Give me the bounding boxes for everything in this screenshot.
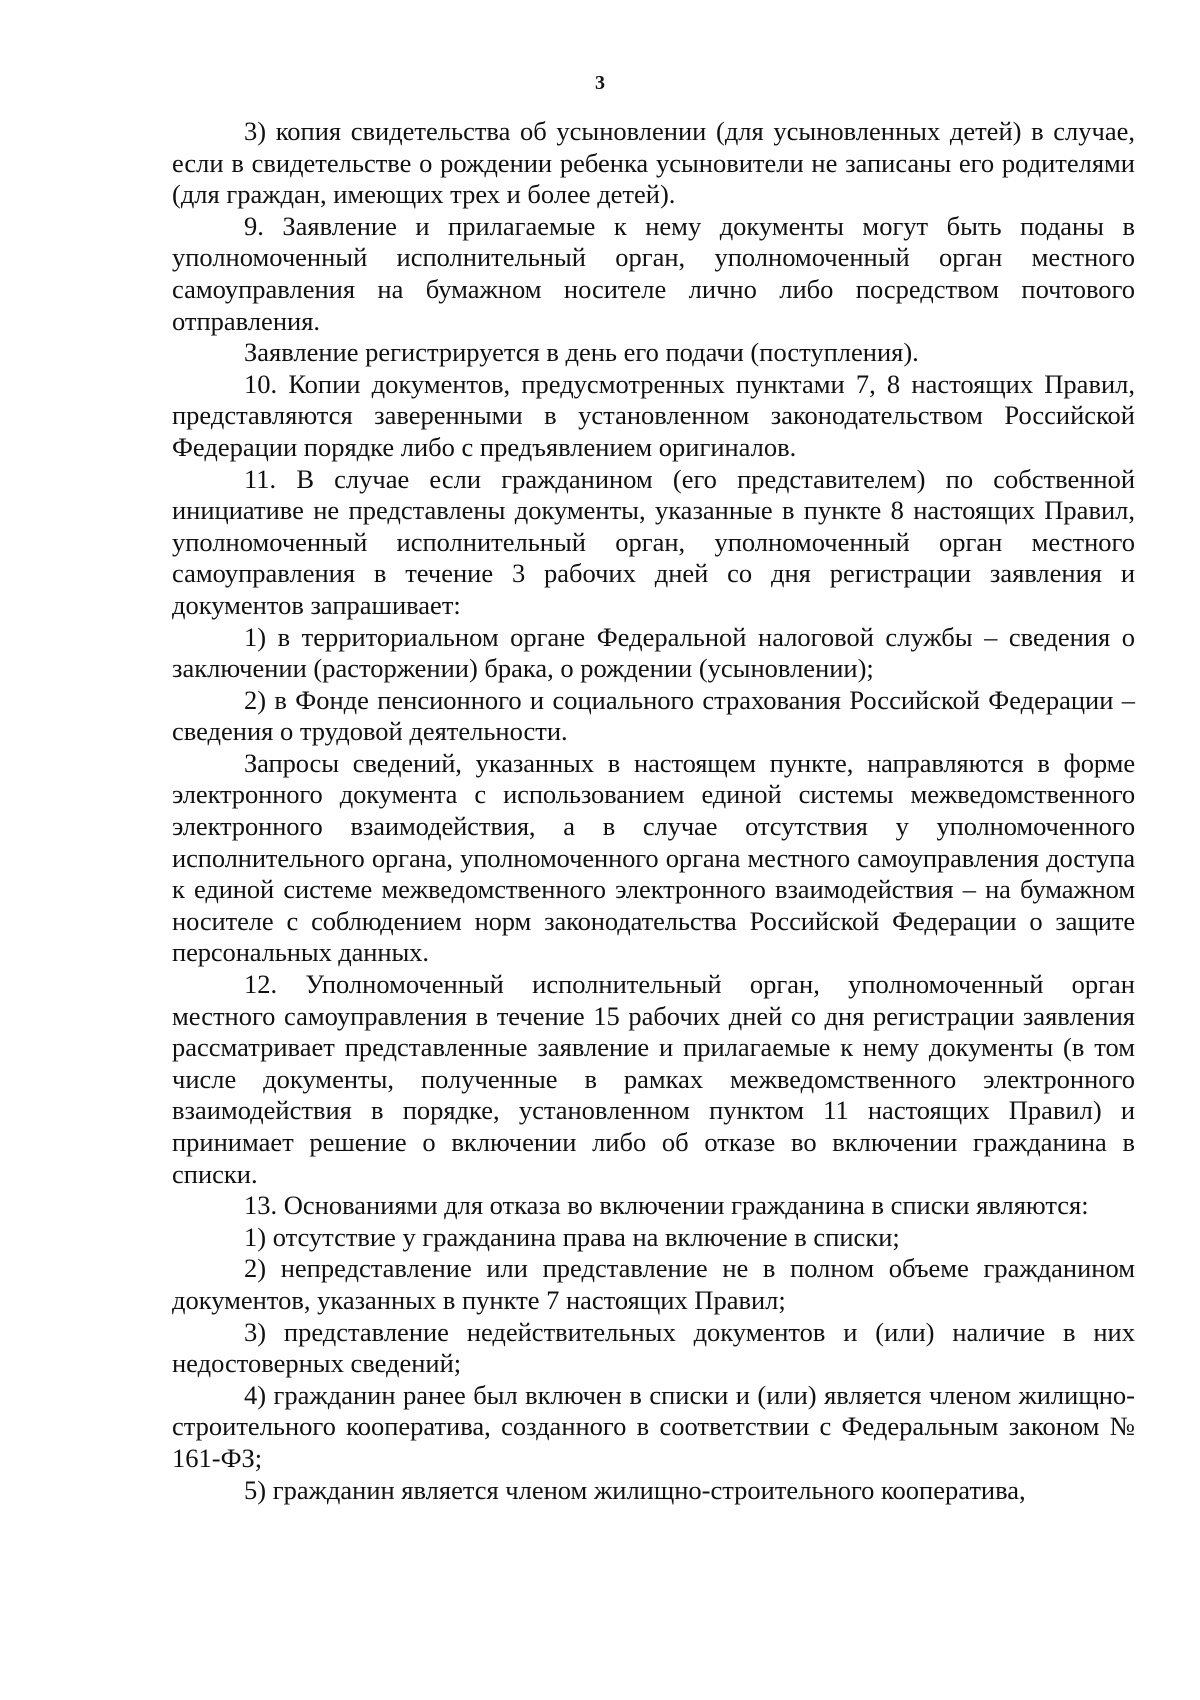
paragraph-13-refusal-grounds: 13. Основаниями для отказа во включении гражданина в списки являются: (244, 1190, 1089, 1221)
page-number: 3 (595, 72, 605, 94)
paragraph-11-item-1: 1) в территориальном органе Федеральной налоговой службы – сведения о заключении (расторжении) брака, о рождении (усыновлении); (172, 621, 1135, 684)
paragraph-13-item-5: 5) гражданин является членом жилищно-строительного кооператива, (244, 1474, 1026, 1505)
paragraph-item-3-adoption-certificate: 3) копия свидетельства об усыновлении (для усыновленных детей) в случае, если в свидетельстве о рождении ребенка усыновители не записаны его родителями (для граждан, имеющих трех и более детей). (172, 116, 1135, 210)
document-body (172, 116, 1135, 1506)
paragraph-10-copies: 10. Копии документов, предусмотренных пунктами 7, 8 настоящих Правил, представляются заверенными в установленном законодательством Российской Федерации порядке либо с предъявлением оригиналов. (172, 368, 1135, 462)
paragraph-9-submission: 9. Заявление и прилагаемые к нему документы могут быть поданы в уполномоченный исполнительный орган, уполномоченный орган местного самоуправления на бумажном носителе лично либо посредством почтового отправления. (172, 210, 1135, 336)
paragraph-11-requests: 11. В случае если гражданином (его представителем) по собственной инициативе не представлены документы, указанные в пункте 8 настоящих Правил, уполномоченный исполнительный орган, уполномоченный орган местного самоуправления в течение 3 рабочих дней со дня регистрации заявления и документов запрашивает: (172, 463, 1135, 620)
paragraph-13-item-1: 1) отсутствие у гражданина права на включение в списки; (244, 1221, 900, 1252)
paragraph-13-item-4: 4) гражданин ранее был включен в списки и (или) является членом жилищно-строительного кооператива, созданного в соответствии с Федеральным законом № 161-ФЗ; (172, 1379, 1135, 1473)
paragraph-registration: Заявление регистрируется в день его подачи (поступления). (244, 337, 919, 368)
paragraph-12-review: 12. Уполномоченный исполнительный орган, уполномоченный орган местного самоуправления в течение 15 рабочих дней со дня регистрации заявления рассматривает представленные заявление и прилагаемые к нему документы (в том числе документы, полученные в рамках межведомственного электронного взаимодействия в порядке, установленном пунктом 11 настоящих Правил) и принимает решение о включении либо об отказе во включении гражданина в списки. (172, 969, 1135, 1189)
paragraph-11-item-2: 2) в Фонде пенсионного и социального страхования Российской Федерации – сведения о трудовой деятельности. (172, 684, 1135, 747)
paragraph-13-item-3: 3) представление недействительных документов и (или) наличие в них недостоверных сведений; (172, 1316, 1135, 1379)
paragraph-requests-format: Запросы сведений, указанных в настоящем пункте, направляются в форме электронного документа с использованием единой системы межведомственного электронного взаимодействия, а в случае отсутствия у уполномоченного исполнительного органа, уполномоченного органа местного самоуправления доступа к единой системе межведомственного электронного взаимодействия – на бумажном носителе с соблюдением норм законодательства Российской Федерации о защите персональных данных. (172, 747, 1135, 968)
paragraph-13-item-2: 2) непредставление или представление не в полном объеме гражданином документов, указанных в пункте 7 настоящих Правил; (172, 1253, 1135, 1315)
